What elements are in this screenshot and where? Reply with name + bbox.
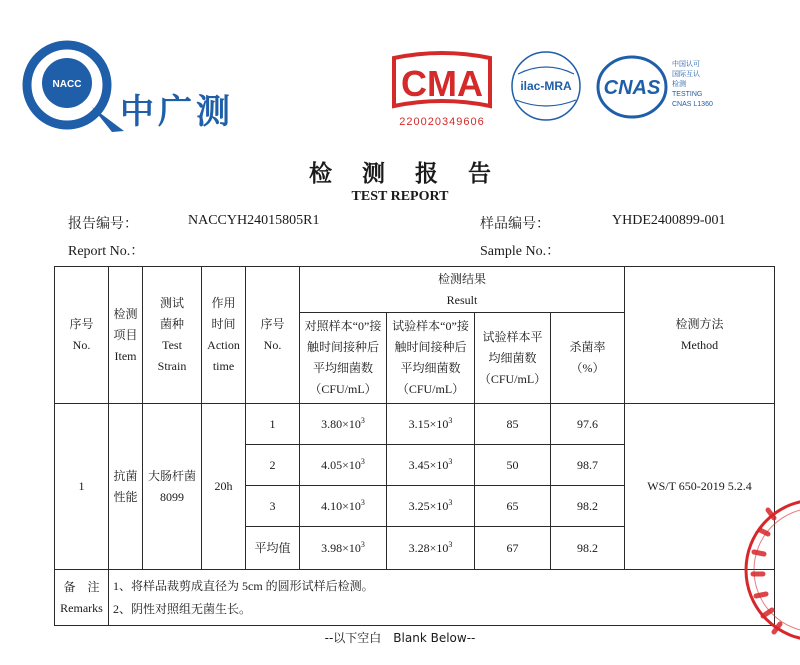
sample-no-label-cn: 样品编号： <box>480 217 550 232</box>
svg-text:检测: 检测 <box>672 80 686 88</box>
svg-text:中广测: 中广测 <box>120 92 234 132</box>
svg-text:CMA: CMA <box>401 63 483 104</box>
sample-no-value: YHDE2400899-001 <box>612 213 726 228</box>
header-kill-rate: 杀菌率 （%） <box>551 313 625 404</box>
header-control: 对照样本“0”接 触时间接种后 平均细菌数 （CFU/mL） <box>300 313 387 404</box>
header-method: 检测方法 Method <box>625 267 775 404</box>
svg-text:TESTING: TESTING <box>672 91 703 98</box>
nacc-logo <box>12 35 262 135</box>
remarks-label: 备 注 Remarks <box>55 570 109 626</box>
cell-test-zero: $3.28\times 10^3$ <box>387 527 475 570</box>
cell-item: 抗菌 性能 <box>109 404 143 570</box>
svg-text:NACC: NACC <box>52 79 82 90</box>
blank-below-note: --以下空白 Blank Below-- <box>324 631 476 645</box>
cell-no: 平均值 <box>246 527 300 570</box>
report-title-en: TEST REPORT <box>351 189 449 204</box>
header-item: 检测 项目 Item <box>109 267 143 404</box>
report-no-label-cn: 报告编号： <box>68 217 138 232</box>
cell-time: 20h <box>202 404 246 570</box>
cell-kill-rate: 98.7 <box>551 445 625 486</box>
cell-kill-rate: 98.2 <box>551 527 625 570</box>
cell-control: $3.80\times 10^3$ <box>300 404 387 445</box>
report-title-cn: 检测报告 <box>309 161 521 186</box>
header-result: 检测结果 Result <box>300 267 625 313</box>
cell-test-avg: 65 <box>475 486 551 527</box>
header-sub-seq: 序号 No. <box>246 267 300 404</box>
cell-no: 3 <box>246 486 300 527</box>
cma-logo <box>388 50 496 130</box>
svg-text:中国认可: 中国认可 <box>672 60 700 68</box>
header-seq: 序号 No. <box>55 267 109 404</box>
table-row <box>55 404 775 445</box>
cell-test-avg: 67 <box>475 527 551 570</box>
cell-control: $3.98\times 10^3$ <box>300 527 387 570</box>
header-time: 作用 时间 Action time <box>202 267 246 404</box>
ilac-mra-logo <box>510 50 582 122</box>
svg-text:ilac-MRA: ilac-MRA <box>520 79 572 93</box>
cell-kill-rate: 97.6 <box>551 404 625 445</box>
cell-method: WS/T 650-2019 5.2.4 <box>625 404 775 570</box>
cnas-logo <box>596 52 726 122</box>
cell-no: 2 <box>246 445 300 486</box>
cell-test-avg: 50 <box>475 445 551 486</box>
sample-no-label-en: Sample No.： <box>480 244 561 259</box>
cell-strain: 大肠杆菌 8099 <box>143 404 202 570</box>
results-table <box>54 266 775 626</box>
cell-test-zero: $3.15\times 10^3$ <box>387 404 475 445</box>
svg-text:CNAS: CNAS <box>603 77 661 99</box>
svg-text:220020349606: 220020349606 <box>399 116 485 128</box>
header-test-avg: 试验样本平 均细菌数 （CFU/mL） <box>475 313 551 404</box>
red-seal-stamp <box>738 490 800 650</box>
cell-kill-rate: 98.2 <box>551 486 625 527</box>
remarks-text: 1、将样品裁剪成直径为 5cm 的圆形试样后检测。 2、阴性对照组无菌生长。 <box>109 570 775 626</box>
svg-text:CNAS L1360: CNAS L1360 <box>672 101 713 108</box>
cell-no: 1 <box>246 404 300 445</box>
cell-control: $4.10\times 10^3$ <box>300 486 387 527</box>
cell-test-zero: $3.25\times 10^3$ <box>387 486 475 527</box>
report-no-value: NACCYH24015805R1 <box>188 213 320 228</box>
svg-text:国际互认: 国际互认 <box>672 70 700 78</box>
cell-control: $4.05\times 10^3$ <box>300 445 387 486</box>
cell-seq: 1 <box>55 404 109 570</box>
cell-test-avg: 85 <box>475 404 551 445</box>
remarks-row <box>55 570 775 626</box>
header-test-zero: 试验样本“0”接 触时间接种后 平均细菌数 （CFU/mL） <box>387 313 475 404</box>
report-no-label-en: Report No.： <box>68 244 145 259</box>
cell-test-zero: $3.45\times 10^3$ <box>387 445 475 486</box>
header-strain: 测试 菌种 Test Strain <box>143 267 202 404</box>
